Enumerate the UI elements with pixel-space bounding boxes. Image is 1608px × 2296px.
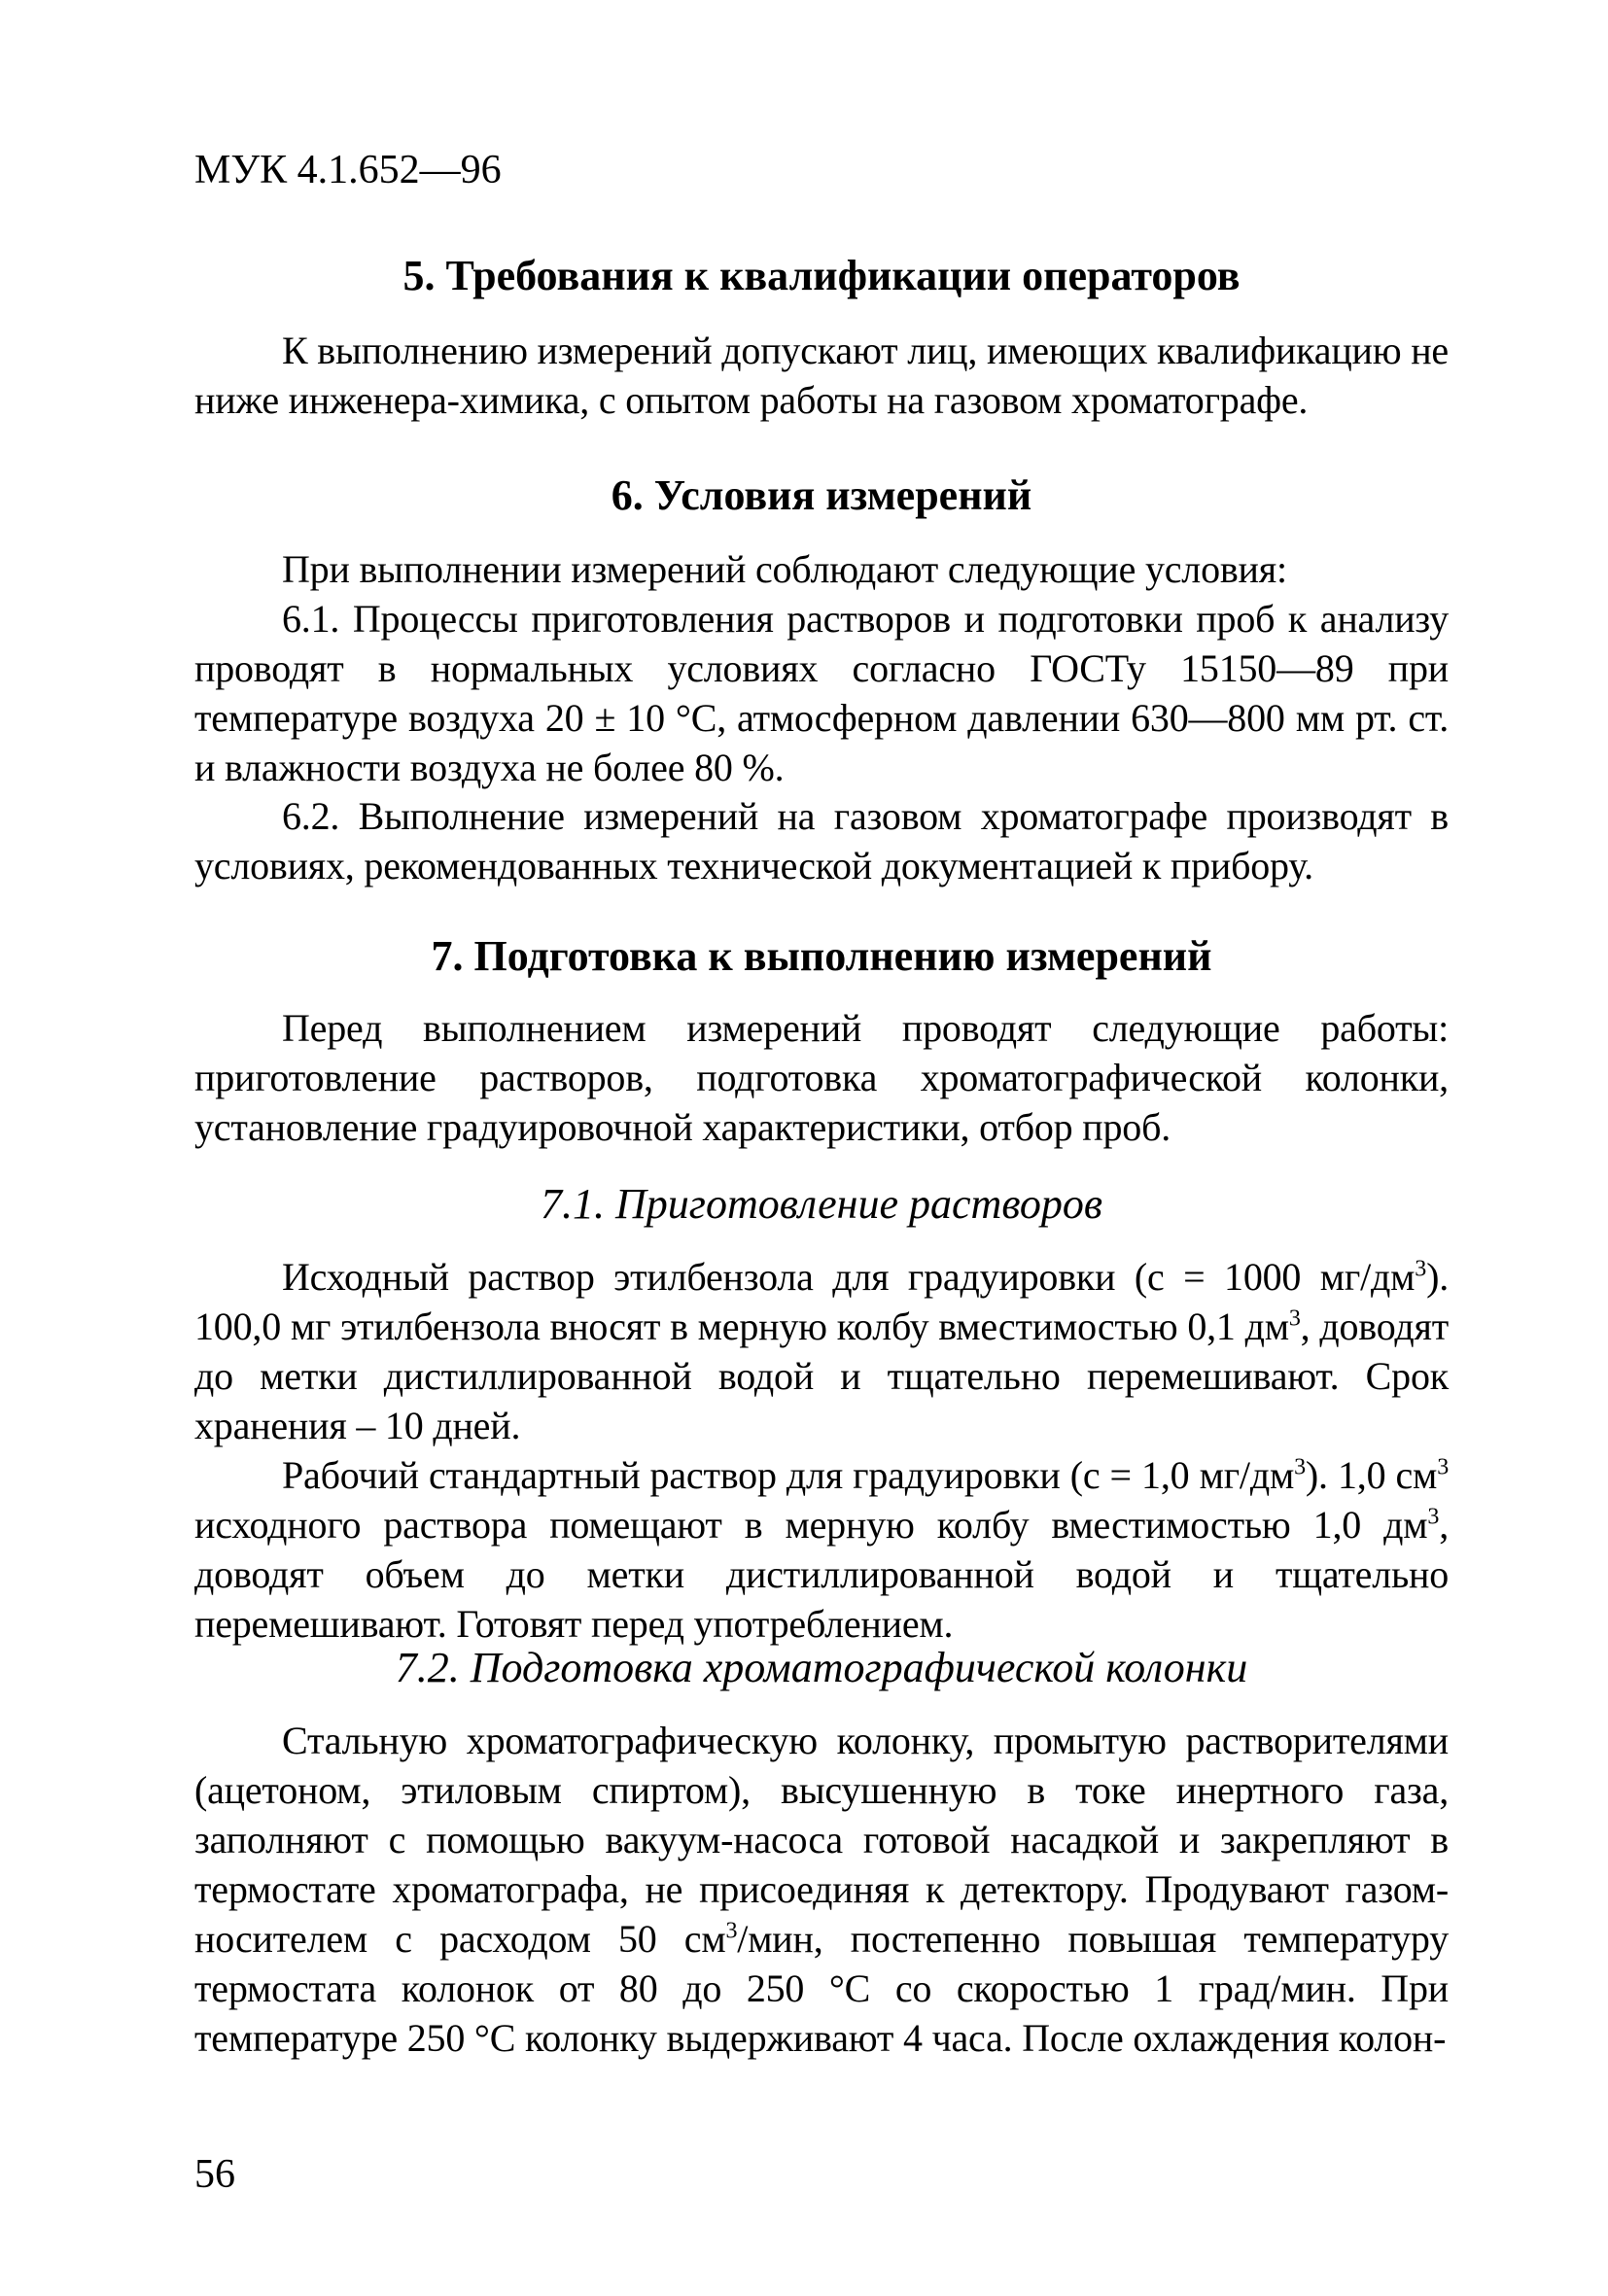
section-6-2-paragraph: 6.2. Выполнение измерений на газовом хроматографе производят в условиях, рекомендованных технической документацией к прибору.	[194, 794, 1449, 887]
subsection-7-2-paragraph: Стальную хроматографическую колонку, промытую растворителями (ацетоном, этиловым спиртом), высушенную в токе инертного газа, заполняют с помощью вакуум-насоса готовой насадкой и закрепляют в термостате хроматографа, не присоединяя к детектору. Продувают газом-носителем с расходом 50 $см^3$/мин, постепенно повышая температуру термостата колонок от 80 до 250 °С со скоростью 1 град/мин. При температуре 250 °С колонку выдерживают 4 часа. После охлаждения колон-	[194, 1719, 1450, 2060]
document-code-header: МУК 4.1.652—96	[194, 148, 502, 192]
section-5-paragraph: К выполнению измерений допускают лиц, имеющих квалификацию не ниже инженера-химика, с опытом работы на газовом хроматографе.	[194, 329, 1449, 422]
section-6-1-paragraph: 6.1. Процессы приготовления растворов и подготовки проб к анализу проводят в нормальных условиях согласно ГОСТу 15150—89 при температуре воздуха 20 ± 10 °С, атмосферном давлении 630—800 мм рт. ст. и влажности воздуха не более 80 %.	[194, 597, 1449, 789]
section-7-heading: 7. Подготовка к выполнению измерений	[431, 932, 1212, 980]
section-7-intro: Перед выполнением измерений проводят следующие работы: приготовление растворов, подготовка хроматографической колонки, установление градуировочной характеристики, отбор проб.	[194, 1006, 1449, 1149]
section-5-heading: 5. Требования к квалификации операторов	[402, 252, 1241, 299]
subsection-7-1-heading: 7.1. Приготовление растворов	[541, 1180, 1102, 1228]
page-number: 56	[194, 2152, 235, 2197]
subsection-7-2-heading: 7.2. Подготовка хроматографической колонки	[395, 1644, 1248, 1691]
subsection-7-1-paragraph-1: Исходный раствор этилбензола для градуировки (с = 1000 $мг/дм^3$). 100,0 мг этилбензола вносят в мерную колбу вместимостью 0,1 $дм^3$, доводят до метки дистиллированной водой и тщательно перемешивают. Срок хранения – 10 дней.	[194, 1255, 1449, 1447]
subsection-7-1-paragraph-2: Рабочий стандартный раствор для градуировки (с = 1,0 $мг/дм^3$). 1,0 $см^3$ исходного раствора помещают в мерную колбу вместимостью 1,0 $дм^3$, доводят объем до метки дистиллированной водой и тщательно перемешивают. Готовят перед употреблением.	[194, 1453, 1449, 1646]
section-6-intro: При выполнении измерений соблюдают следующие условия:	[282, 547, 1287, 591]
section-6-heading: 6. Условия измерений	[611, 471, 1032, 519]
